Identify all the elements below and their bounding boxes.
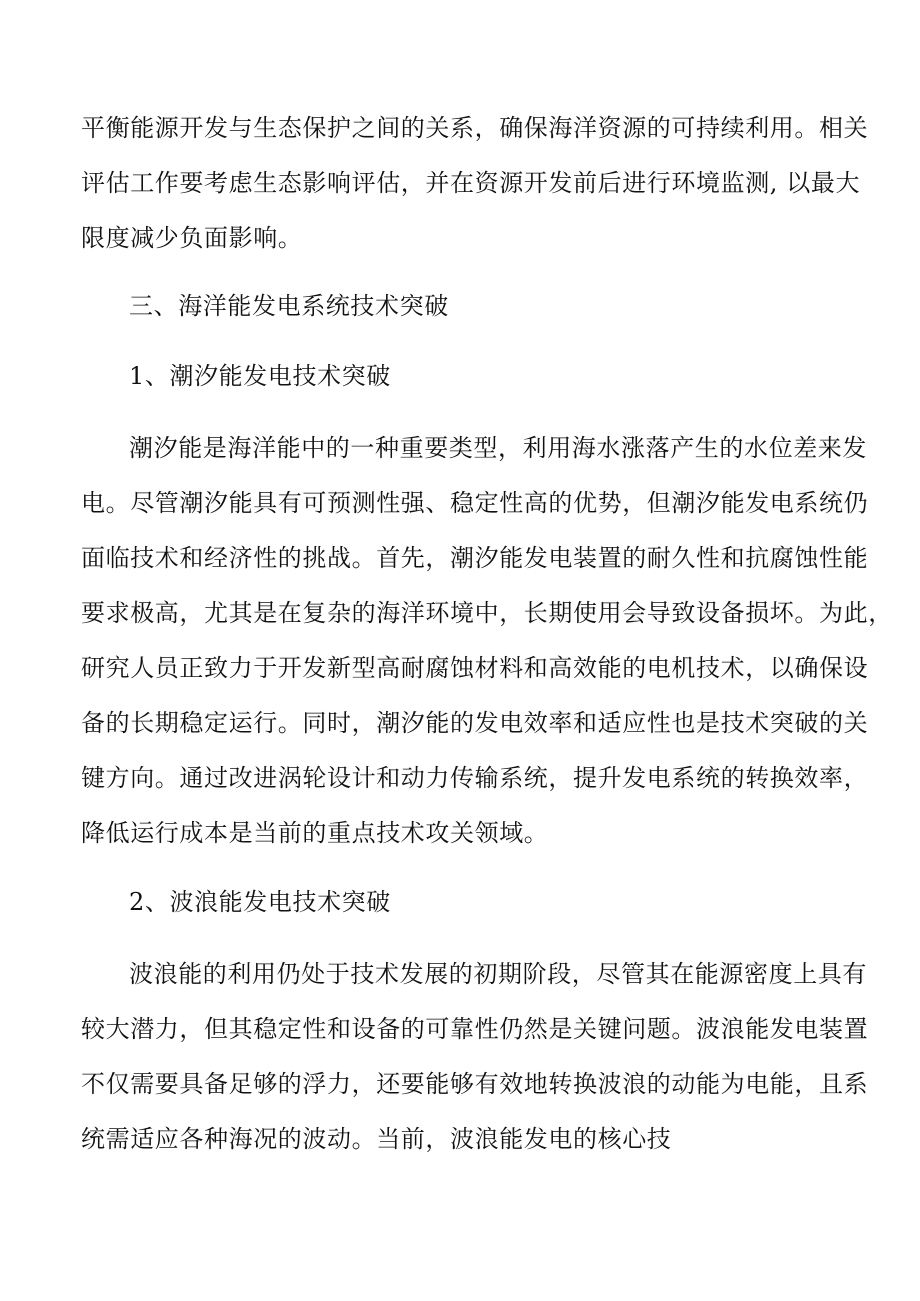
paragraph-line: 平衡能源开发与生态保护之间的关系，确保海洋资源的可持续利用。相关 [81, 114, 869, 142]
paragraph-line: 统需适应各种海况的波动。当前，波浪能发电的核心技 [81, 1125, 672, 1153]
paragraph-line: 波浪能的利用仍处于技术发展的初期阶段，尽管其在能源密度上具有 [129, 960, 867, 988]
paragraph-line: 潮汐能是海洋能中的一种重要类型，利用海水涨落产生的水位差来发 [129, 434, 867, 462]
paragraph-line: 电。尽管潮汐能具有可预测性强、稳定性高的优势，但潮汐能发电系统仍 [81, 489, 869, 517]
paragraph-line: 备的长期稳定运行。同时，潮汐能的发电效率和适应性也是技术突破的关 [81, 709, 869, 737]
paragraph-line: 键方向。通过改进涡轮设计和动力传输系统，提升发电系统的转换效率， [81, 764, 869, 792]
section-heading: 三、海洋能发电系统技术突破 [129, 292, 449, 320]
paragraph-line: 要求极高，尤其是在复杂的海洋环境中，长期使用会导致设备损坏。为此， [81, 599, 893, 627]
paragraph-line: 不仅需要具备足够的浮力，还要能够有效地转换波浪的动能为电能，且系 [81, 1070, 869, 1098]
subsection-heading: 2、波浪能发电技术突破 [129, 888, 391, 916]
paragraph-line: 研究人员正致力于开发新型高耐腐蚀材料和高效能的电机技术，以确保设 [81, 654, 869, 682]
paragraph-line: 降低运行成本是当前的重点技术攻关领域。 [81, 819, 549, 847]
paragraph-line: 限度减少负面影响。 [81, 224, 303, 252]
paragraph-line: 面临技术和经济性的挑战。首先，潮汐能发电装置的耐久性和抗腐蚀性能 [81, 544, 869, 572]
paragraph-line: 较大潜力，但其稳定性和设备的可靠性仍然是关键问题。波浪能发电装置 [81, 1015, 869, 1043]
paragraph-line: 评估工作要考虑生态影响评估，并在资源开发前后进行环境监测, 以最大 [81, 169, 861, 197]
subsection-heading: 1、潮汐能发电技术突破 [129, 362, 391, 390]
